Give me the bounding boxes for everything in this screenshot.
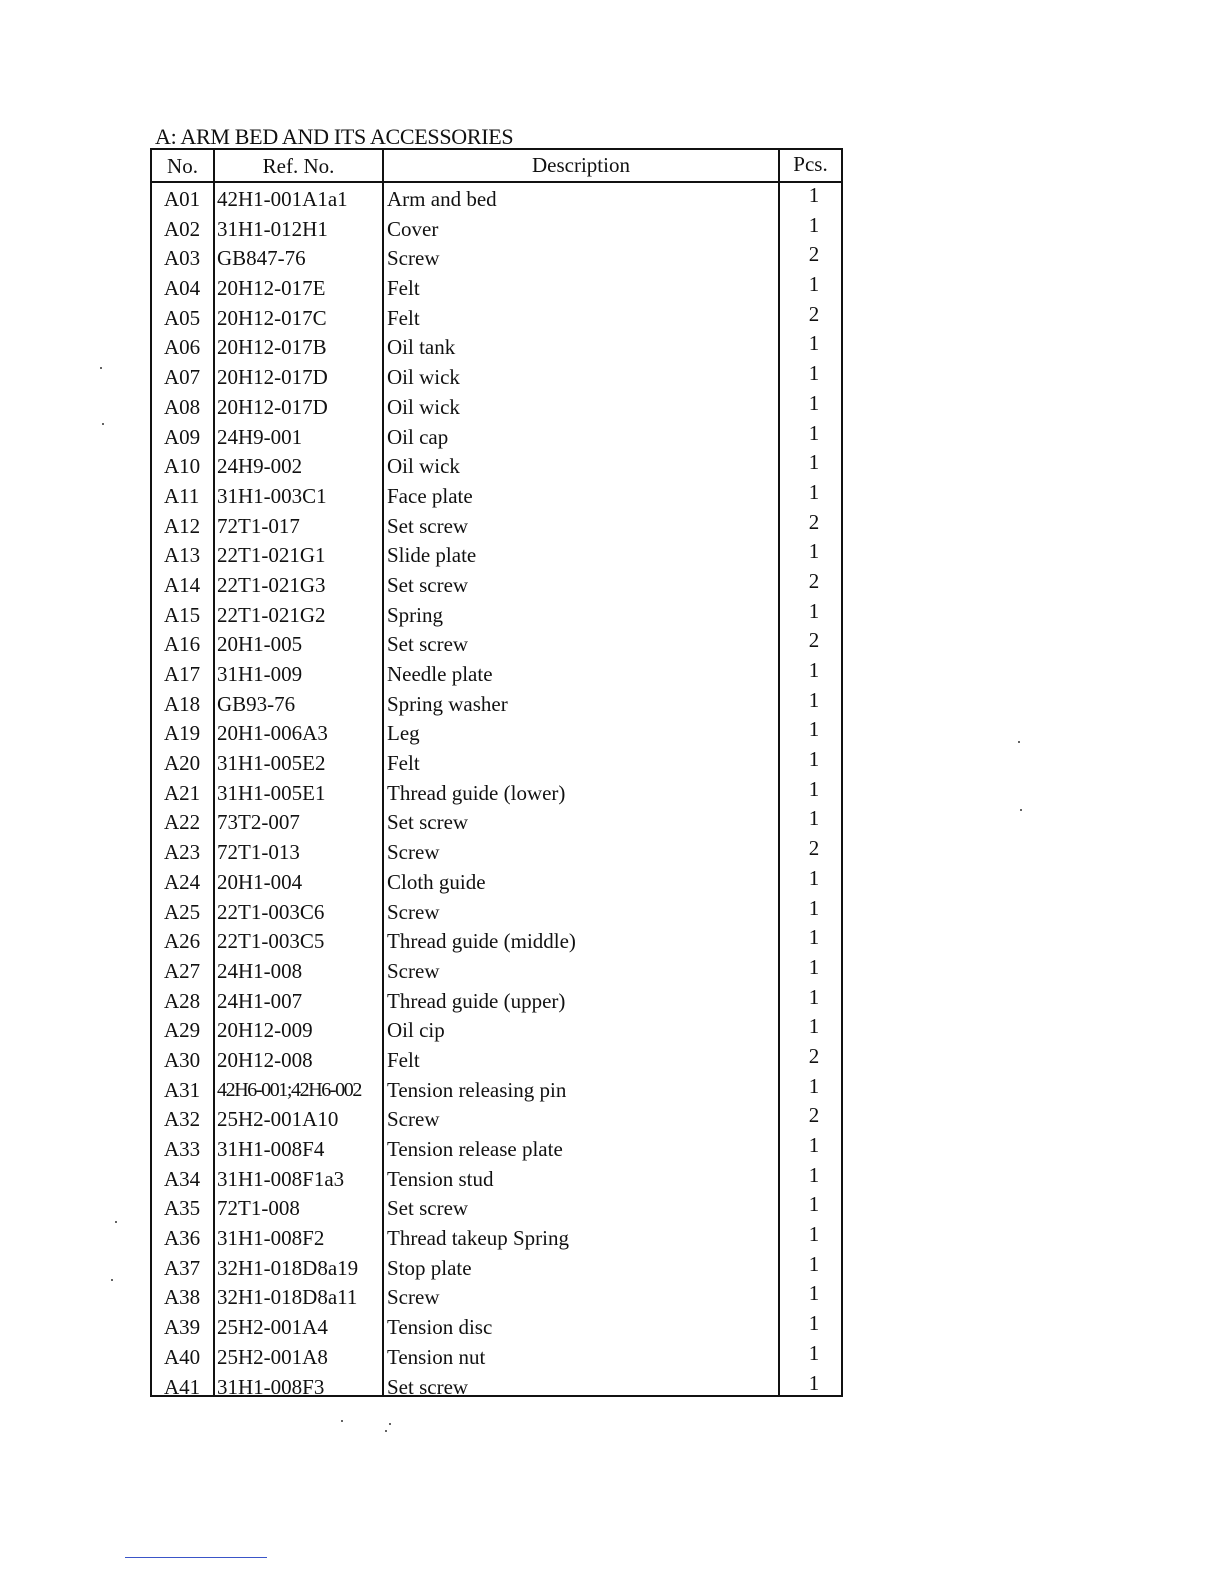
ref-number: 22T1-003C6 <box>217 899 325 924</box>
part-description: Spring washer <box>387 691 508 716</box>
piece-count: 2 <box>808 568 820 593</box>
part-number: A32 <box>164 1107 201 1132</box>
part-description: Set screw <box>387 632 469 657</box>
table-row <box>152 954 841 987</box>
table-row <box>152 719 841 749</box>
ref-number: 25H2-001A10 <box>217 1107 339 1132</box>
piece-count: 1 <box>808 717 820 742</box>
part-number: A28 <box>164 988 201 1013</box>
part-number: A03 <box>164 246 201 271</box>
part-number: A26 <box>164 929 201 954</box>
piece-count: 1 <box>808 1162 820 1187</box>
column-header-ref-no: Ref. No. <box>262 154 335 178</box>
part-number: A34 <box>164 1166 201 1191</box>
table-row <box>152 687 841 720</box>
table-row <box>152 1251 841 1284</box>
ref-number: 31H1-005E1 <box>217 780 326 805</box>
ref-number: 22T1-021G1 <box>217 543 326 568</box>
part-number: A13 <box>164 543 201 568</box>
piece-count: 1 <box>808 776 820 801</box>
part-number: A15 <box>164 602 201 627</box>
piece-count: 2 <box>808 1043 820 1068</box>
part-description: Felt <box>387 276 420 301</box>
part-number: A05 <box>164 305 201 330</box>
scan-speck <box>100 367 102 369</box>
part-description: Set screw <box>387 572 469 597</box>
part-description: Arm and bed <box>387 187 497 211</box>
ref-number: 32H1-018D8a19 <box>217 1255 359 1280</box>
piece-count: 1 <box>808 1370 820 1395</box>
table-row <box>152 895 841 928</box>
piece-count: 1 <box>808 598 820 623</box>
piece-count: 1 <box>808 984 820 1009</box>
part-number: A06 <box>164 335 201 360</box>
ref-number: 20H12-017E <box>217 276 326 301</box>
ref-number: 31H1-008F4 <box>217 1137 325 1161</box>
ref-number: 32H1-018D8a11 <box>217 1285 358 1310</box>
piece-count: 1 <box>808 925 820 950</box>
ref-number: GB847-76 <box>217 246 306 271</box>
scan-speck <box>1018 741 1020 743</box>
table-row <box>152 509 841 542</box>
part-description: Cloth guide <box>387 869 486 894</box>
table-row <box>152 479 841 512</box>
ref-number: 42H6-001;42H6-002 <box>217 1078 361 1101</box>
ref-number: 31H1-008F3 <box>217 1374 325 1399</box>
part-number: A35 <box>164 1196 201 1221</box>
part-description: Set screw <box>387 1196 469 1221</box>
ref-number: 24H1-008 <box>217 958 303 983</box>
table-row <box>152 363 841 393</box>
table-row <box>152 1370 841 1403</box>
ref-number: 72T1-013 <box>217 840 300 865</box>
part-number: A33 <box>164 1137 201 1161</box>
ref-number: 20H12-009 <box>217 1018 313 1043</box>
piece-count: 1 <box>808 954 820 979</box>
piece-count: 1 <box>808 1014 820 1039</box>
table-row <box>152 568 841 601</box>
piece-count: 1 <box>808 450 820 475</box>
ref-number: 22T1-021G2 <box>217 602 326 627</box>
ref-number: 42H1-001A1a1 <box>217 187 348 211</box>
table-row <box>152 598 841 631</box>
table-row <box>152 660 841 690</box>
piece-count: 2 <box>808 628 820 653</box>
ref-number: 25H2-001A4 <box>217 1315 328 1340</box>
ref-number: 31H1-008F1a3 <box>217 1166 345 1191</box>
part-description: Stop plate <box>387 1255 472 1280</box>
table-row <box>152 333 841 363</box>
piece-count: 1 <box>808 331 820 356</box>
table-row <box>152 274 841 304</box>
part-number: A02 <box>164 216 201 241</box>
table-row <box>152 541 841 571</box>
table-row <box>152 1224 841 1254</box>
part-number: A41 <box>164 1374 201 1399</box>
table-row <box>152 776 841 809</box>
part-description: Set screw <box>387 1374 469 1399</box>
ref-number: 20H12-017C <box>217 305 327 330</box>
part-description: Screw <box>387 1285 440 1310</box>
table-row <box>152 185 841 215</box>
part-number: A07 <box>164 365 201 390</box>
piece-count: 1 <box>808 1281 820 1306</box>
part-number: A18 <box>164 691 201 716</box>
piece-count: 2 <box>808 242 820 267</box>
piece-count: 1 <box>808 1340 820 1365</box>
scan-speck <box>385 1430 387 1432</box>
part-number: A23 <box>164 840 201 865</box>
part-description: Oil wick <box>387 365 460 390</box>
part-number: A29 <box>164 1018 201 1043</box>
piece-count: 1 <box>808 212 820 237</box>
section-title: A: ARM BED AND ITS ACCESSORIES <box>155 124 514 149</box>
part-number: A12 <box>164 513 201 538</box>
ref-number: 20H12-017B <box>217 335 327 360</box>
table-header <box>152 150 841 183</box>
part-description: Tension stud <box>387 1166 494 1191</box>
ref-number: 25H2-001A8 <box>217 1344 328 1369</box>
table-row <box>152 301 841 334</box>
part-number: A16 <box>164 632 201 657</box>
part-number: A27 <box>164 958 201 983</box>
parts-table <box>150 148 843 1397</box>
piece-count: 2 <box>808 836 820 861</box>
footer-rule <box>125 1557 267 1558</box>
part-number: A01 <box>164 187 201 211</box>
table-row <box>152 420 841 453</box>
ref-number: 24H9-001 <box>217 424 303 449</box>
part-number: A22 <box>164 810 201 835</box>
ref-number: 24H9-002 <box>217 454 303 479</box>
ref-number: 20H12-017D <box>217 365 328 390</box>
table-row <box>152 244 841 274</box>
part-number: A30 <box>164 1047 201 1072</box>
part-description: Oil cip <box>387 1018 445 1043</box>
piece-count: 1 <box>808 479 820 504</box>
ref-number: 20H1-004 <box>217 869 303 894</box>
piece-count: 1 <box>808 272 820 297</box>
part-description: Screw <box>387 899 440 924</box>
piece-count: 1 <box>808 183 820 207</box>
table-row <box>152 1340 841 1373</box>
part-number: A04 <box>164 276 201 301</box>
piece-count: 1 <box>808 658 820 682</box>
ref-number: 22T1-003C5 <box>217 929 325 954</box>
part-description: Thread guide (upper) <box>387 988 566 1013</box>
part-description: Thread takeup Spring <box>387 1226 569 1251</box>
scan-speck <box>102 423 104 425</box>
ref-number: 72T1-017 <box>217 513 300 538</box>
part-number: A38 <box>164 1285 201 1310</box>
table-row <box>152 390 841 423</box>
column-header-no: No. <box>167 154 198 178</box>
scan-speck <box>1020 809 1022 811</box>
part-number: A24 <box>164 869 201 894</box>
piece-count: 1 <box>808 361 820 386</box>
part-number: A20 <box>164 751 201 776</box>
table-row <box>152 927 841 957</box>
piece-count: 1 <box>808 420 820 445</box>
piece-count: 1 <box>808 1073 820 1098</box>
part-description: Tension releasing pin <box>387 1077 567 1102</box>
part-number: A39 <box>164 1315 201 1340</box>
ref-number: 31H1-012H1 <box>217 216 328 241</box>
piece-count: 1 <box>808 1311 820 1336</box>
piece-count: 1 <box>808 747 820 772</box>
part-number: A40 <box>164 1344 201 1369</box>
piece-count: 1 <box>808 1133 820 1157</box>
part-description: Felt <box>387 1047 420 1072</box>
table-row <box>152 212 841 245</box>
scan-speck <box>341 1420 343 1422</box>
table-row <box>152 1043 841 1076</box>
table-row <box>152 1313 841 1343</box>
ref-number: 24H1-007 <box>217 988 303 1013</box>
table-row <box>152 452 841 482</box>
part-description: Set screw <box>387 513 469 538</box>
part-number: A08 <box>164 394 201 419</box>
piece-count: 2 <box>808 301 820 326</box>
table-row <box>152 865 841 898</box>
table-row <box>152 630 841 660</box>
part-number: A17 <box>164 662 201 686</box>
table-row <box>152 1105 841 1135</box>
part-number: A25 <box>164 899 201 924</box>
piece-count: 1 <box>808 865 820 890</box>
piece-count: 1 <box>808 390 820 415</box>
ref-number: 22T1-021G3 <box>217 572 326 597</box>
part-number: A10 <box>164 454 201 479</box>
part-number: A21 <box>164 780 201 805</box>
ref-number: 73T2-007 <box>217 810 300 835</box>
scan-speck <box>389 1423 391 1425</box>
ref-number: 72T1-008 <box>217 1196 300 1221</box>
part-description: Oil tank <box>387 335 456 360</box>
part-description: Face plate <box>387 483 473 508</box>
part-description: Screw <box>387 246 440 271</box>
part-number: A31 <box>164 1077 201 1102</box>
table-body <box>152 185 841 1402</box>
part-number: A09 <box>164 424 201 449</box>
ref-number: 20H12-008 <box>217 1047 313 1072</box>
part-description: Screw <box>387 958 440 983</box>
piece-count: 1 <box>808 1192 820 1217</box>
column-header-pcs: Pcs. <box>793 152 828 176</box>
part-description: Oil cap <box>387 424 449 449</box>
piece-count: 1 <box>808 1251 820 1276</box>
part-description: Leg <box>387 721 420 746</box>
ref-number: 20H1-006A3 <box>217 721 328 746</box>
table-row <box>152 749 841 779</box>
part-description: Needle plate <box>387 662 493 686</box>
part-number: A11 <box>164 483 200 508</box>
ref-number: 31H1-003C1 <box>217 483 327 508</box>
piece-count: 1 <box>808 687 820 712</box>
piece-count: 2 <box>808 1103 820 1128</box>
part-description: Felt <box>387 751 420 776</box>
table-row <box>152 984 841 1017</box>
table-row <box>152 1135 841 1165</box>
ref-number: 31H1-009 <box>217 662 303 686</box>
part-description: Tension disc <box>387 1315 493 1340</box>
table-row <box>152 1283 841 1313</box>
column-header-description: Description <box>532 153 630 177</box>
table-row <box>152 1016 841 1046</box>
part-description: Thread guide (middle) <box>387 929 576 954</box>
part-number: A36 <box>164 1226 201 1251</box>
ref-number: 31H1-005E2 <box>217 751 326 776</box>
scan-speck <box>115 1221 117 1223</box>
piece-count: 2 <box>808 509 820 534</box>
part-number: A19 <box>164 721 201 746</box>
part-description: Spring <box>387 602 444 627</box>
part-description: Felt <box>387 305 420 330</box>
piece-count: 1 <box>808 1222 820 1247</box>
part-description: Screw <box>387 1107 440 1132</box>
ref-number: GB93-76 <box>217 691 296 716</box>
part-description: Tension release plate <box>387 1137 563 1161</box>
table-row <box>152 838 841 868</box>
ref-number: 31H1-008F2 <box>217 1226 325 1251</box>
scan-speck <box>111 1279 113 1281</box>
ref-number: 20H12-017D <box>217 394 328 419</box>
table-row <box>152 1162 841 1195</box>
piece-count: 1 <box>808 806 820 831</box>
part-description: Set screw <box>387 810 469 835</box>
part-description: Thread guide (lower) <box>387 780 566 805</box>
part-number: A14 <box>164 572 201 597</box>
part-description: Oil wick <box>387 394 460 419</box>
table-row <box>152 808 841 838</box>
part-description: Screw <box>387 840 440 865</box>
table-row <box>152 1073 841 1106</box>
piece-count: 1 <box>808 895 820 920</box>
part-description: Tension nut <box>387 1344 486 1369</box>
part-number: A37 <box>164 1255 201 1280</box>
table-row <box>152 1194 841 1224</box>
ref-number: 20H1-005 <box>217 632 303 657</box>
part-description: Slide plate <box>387 543 477 568</box>
piece-count: 1 <box>808 539 820 564</box>
part-description: Cover <box>387 216 439 241</box>
part-description: Oil wick <box>387 454 460 479</box>
